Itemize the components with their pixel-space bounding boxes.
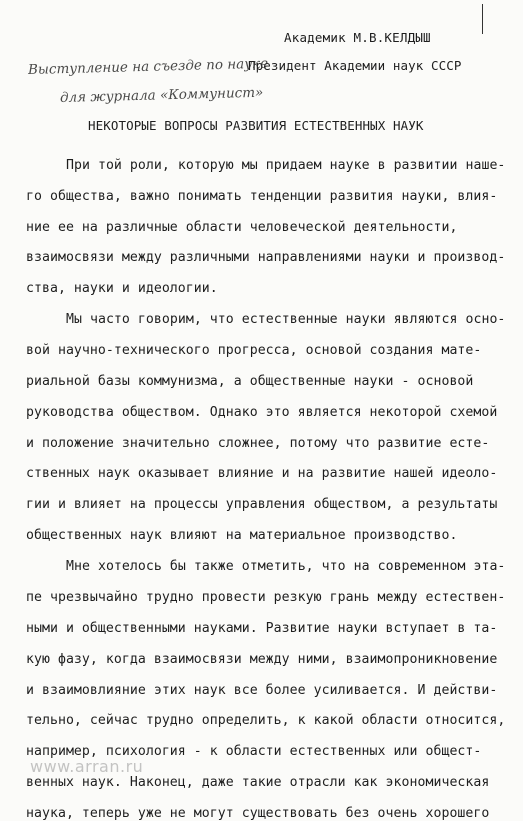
body-line: ства, науки и идеологии.	[26, 281, 218, 296]
body-line: гии и влияет на процессы управления обществом, а результаты	[26, 497, 498, 512]
body-line: руководства обществом. Однако это является некоторой схемой	[26, 405, 498, 420]
body-line: Мы часто говорим, что естественные науки являются осно-	[66, 312, 506, 327]
body-line: и взаимовлияние этих наук все более усиливается. И действи-	[26, 683, 498, 698]
body-line: наука, теперь уже не могут существовать без очень хорошего	[26, 806, 490, 821]
body-line: ственных наук оказывает влияние и на развитие нашей идеоло-	[26, 466, 498, 481]
body-line: кую фазу, когда взаимосвязи между ними, взаимопроникновение	[26, 652, 498, 667]
body-line: При той роли, которую мы придаем науке в развитии наше-	[66, 158, 506, 173]
author-title: Президент Академии наук СССР	[248, 58, 462, 73]
author-name: Академик М.В.КЕЛДЫШ	[284, 30, 431, 45]
body-line: го общества, важно понимать тенденции развития науки, влия-	[26, 189, 498, 204]
body-line: например, психология - к области естественных или общест-	[26, 744, 482, 759]
body-line: риальной базы коммунизма, а общественные науки - основой	[26, 374, 474, 389]
body-line: ными и общественными науками. Развитие науки вступает в та-	[26, 621, 498, 636]
document-title: НЕКОТОРЫЕ ВОПРОСЫ РАЗВИТИЯ ЕСТЕСТВЕННЫХ НАУК	[88, 118, 424, 133]
margin-line	[482, 4, 483, 34]
body-line: тельно, сейчас трудно определить, к какой области относится,	[26, 713, 506, 728]
body-line: Мне хотелось бы также отметить, что на современном эта-	[66, 559, 506, 574]
watermark: www.arran.ru	[30, 757, 144, 776]
body-line: пе чрезвычайно трудно провести резкую грань между естествен-	[26, 590, 506, 605]
body-line: общественных наук влияют на материальное производство.	[26, 528, 458, 543]
body-line: и положение значительно сложнее, потому что развитие есте-	[26, 436, 490, 451]
body-line: ние ее на различные области человеческой деятельности,	[26, 220, 458, 235]
body-line: вой научно-технического прогресса, основой создания мате-	[26, 343, 482, 358]
body-line: венных наук. Наконец, даже такие отрасли как экономическая	[26, 775, 490, 790]
handwritten-note-line-2: для журнала «Коммунист»	[59, 84, 264, 106]
body-line: взаимосвязи между различными направлениями науки и производ-	[26, 250, 506, 265]
handwritten-note-line-1: Выступление на съезде по науке	[27, 55, 269, 78]
